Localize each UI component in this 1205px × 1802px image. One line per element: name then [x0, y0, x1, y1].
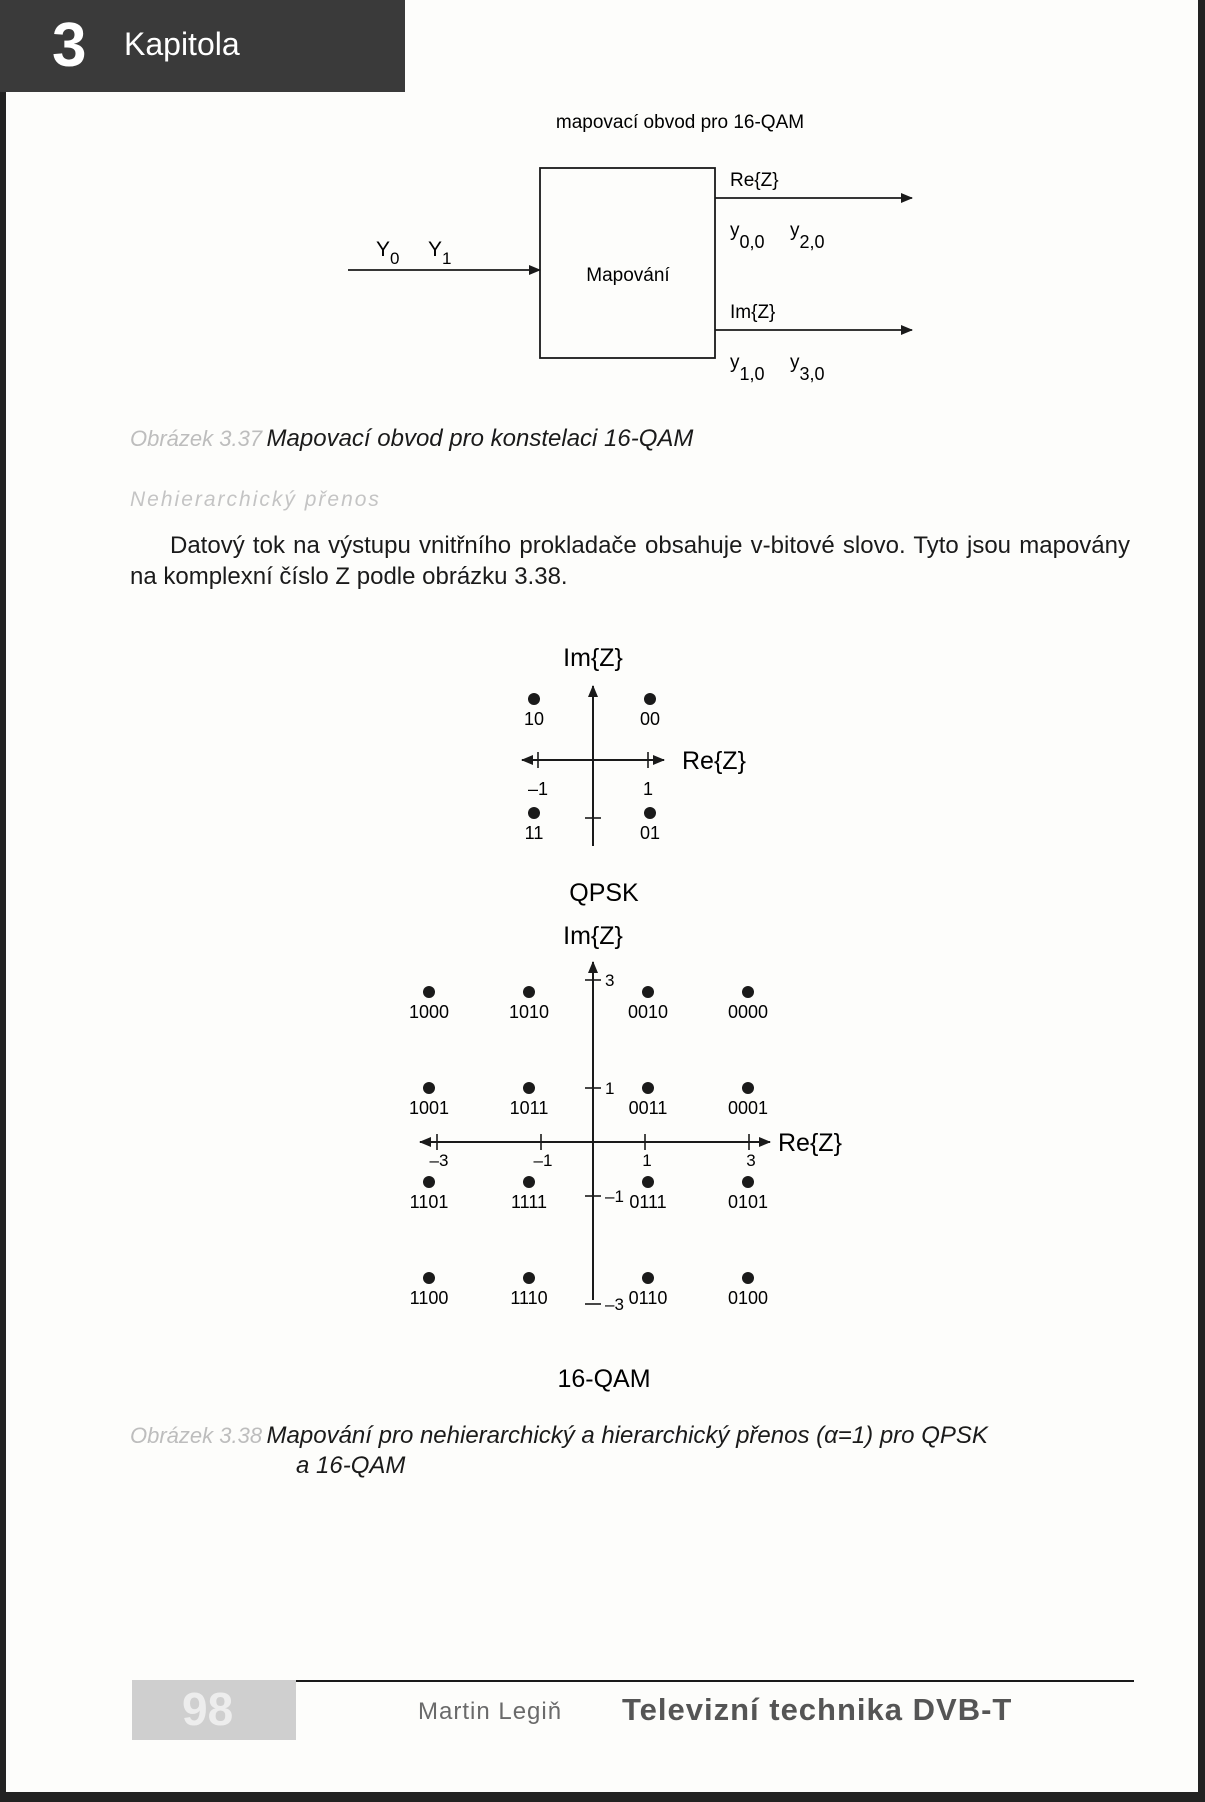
qam16-point — [742, 1082, 754, 1094]
qam16-im-tick-label: –3 — [605, 1295, 624, 1314]
mapping-block-label: Mapování — [586, 265, 670, 286]
fig38-caption-label: Obrázek 3.38 — [130, 1423, 263, 1448]
mapping-block — [540, 168, 715, 358]
footer-rule — [294, 1680, 1134, 1682]
qpsk-point — [528, 693, 540, 705]
re-output-label: Re{Z} — [730, 170, 779, 191]
footer-book-title: Televizní technika DVB-T — [622, 1692, 1013, 1727]
qam16-point-label: 0000 — [727, 1002, 769, 1022]
input-y1: $Y_1$ — [428, 238, 452, 268]
chapter-label: Kapitola — [124, 26, 240, 62]
qam16-re-tick-label: –1 — [533, 1151, 553, 1170]
re-bit-2: y2,0 — [790, 220, 825, 252]
qam16-title: 16-QAM — [557, 1365, 651, 1393]
fig38-caption-line1: Mapování pro nehierarchický a hierarchický přenos (α=1) pro QPSK — [266, 1422, 988, 1449]
qpsk-point — [644, 807, 656, 819]
fig37-caption-label: Obrázek 3.37 — [130, 426, 263, 451]
fig37-caption-text: Mapovací obvod pro konstelaci 16-QAM — [266, 425, 694, 452]
im-output-label: Im{Z} — [730, 302, 776, 323]
section-heading: Nehierarchický přenos — [130, 488, 381, 511]
qpsk-point-label: 01 — [639, 823, 661, 843]
qpsk-diagram — [522, 644, 746, 907]
qam16-im-tick-label: 1 — [605, 1079, 615, 1098]
qam16-point — [642, 1272, 654, 1284]
qpsk-tick-label-neg: –1 — [527, 779, 549, 799]
qam16-point-label: 1111 — [510, 1192, 548, 1212]
qam16-im-tick-label: 3 — [605, 971, 615, 990]
qam16-point — [423, 986, 435, 998]
qam16-point — [523, 1082, 535, 1094]
qpsk-point-label: 10 — [523, 709, 545, 729]
qpsk-title: QPSK — [569, 879, 639, 907]
qam16-re-tick-label: 3 — [746, 1151, 756, 1170]
qam16-point-label: 0001 — [727, 1098, 769, 1118]
fig37-title: mapovací obvod pro 16-QAM — [555, 112, 805, 133]
qpsk-point-label: 11 — [524, 823, 544, 843]
qam16-re-label: Re{Z} — [778, 1129, 842, 1157]
footer-author: Martin Legiň — [418, 1698, 563, 1725]
im-bit-1: y1,0 — [730, 352, 765, 384]
qam16-point — [742, 1272, 754, 1284]
qpsk-im-label: Im{Z} — [563, 644, 623, 672]
qam16-point — [642, 1176, 654, 1188]
qam16-diagram — [409, 922, 842, 1393]
qam16-point — [523, 1272, 535, 1284]
qam16-point-label: 1011 — [509, 1098, 549, 1118]
input-y0: $Y_0$ — [376, 238, 400, 268]
qam16-point-label: 0100 — [727, 1288, 769, 1308]
qpsk-point — [528, 807, 540, 819]
page-bottom-edge — [0, 1792, 1205, 1802]
body-paragraph: Datový tok na výstupu vnitřního prokladače obsahuje v-bitové slovo. Tyto jsou mapovány na komplexní číslo Z podle obrázku 3.38. — [130, 532, 1130, 590]
qam16-point-label: 1101 — [409, 1192, 449, 1212]
qam16-point-label: 0010 — [627, 1002, 669, 1022]
qam16-point — [523, 1176, 535, 1188]
qam16-point-label: 1010 — [508, 1002, 550, 1022]
qam16-point-label: 0101 — [727, 1192, 769, 1212]
qpsk-point — [644, 693, 656, 705]
qam16-point — [523, 986, 535, 998]
qam16-point — [642, 986, 654, 998]
fig38-caption-line2: a 16-QAM — [296, 1452, 406, 1479]
qam16-point-label: 1001 — [408, 1098, 450, 1118]
qam16-point — [742, 1176, 754, 1188]
qam16-point-label: 0110 — [628, 1288, 668, 1308]
qam16-re-tick-label: 1 — [642, 1151, 652, 1170]
qam16-point — [423, 1176, 435, 1188]
re-bit-1: y0,0 — [730, 220, 765, 252]
qam16-point — [642, 1082, 654, 1094]
fig37-caption — [130, 425, 1130, 453]
qam16-point — [423, 1272, 435, 1284]
qpsk-tick-label-pos: 1 — [642, 779, 654, 799]
qam16-im-label: Im{Z} — [563, 922, 623, 950]
qam16-point — [423, 1082, 435, 1094]
qam16-point — [742, 986, 754, 998]
fig38-caption — [130, 1422, 1130, 1450]
im-bit-2: y3,0 — [790, 352, 825, 384]
qpsk-point-label: 00 — [639, 709, 661, 729]
qam16-point-label: 0111 — [629, 1192, 667, 1212]
chapter-number: 3 — [52, 11, 87, 80]
qam16-point-label: 1000 — [408, 1002, 450, 1022]
qam16-point-label: 0011 — [628, 1098, 668, 1118]
page-number: 98 — [182, 1683, 234, 1735]
qam16-point-label: 1100 — [409, 1288, 449, 1308]
qam16-point-label: 1110 — [510, 1288, 548, 1308]
qpsk-re-label: Re{Z} — [682, 747, 746, 775]
qam16-re-tick-label: –3 — [429, 1151, 449, 1170]
qam16-im-tick-label: –1 — [605, 1187, 624, 1206]
